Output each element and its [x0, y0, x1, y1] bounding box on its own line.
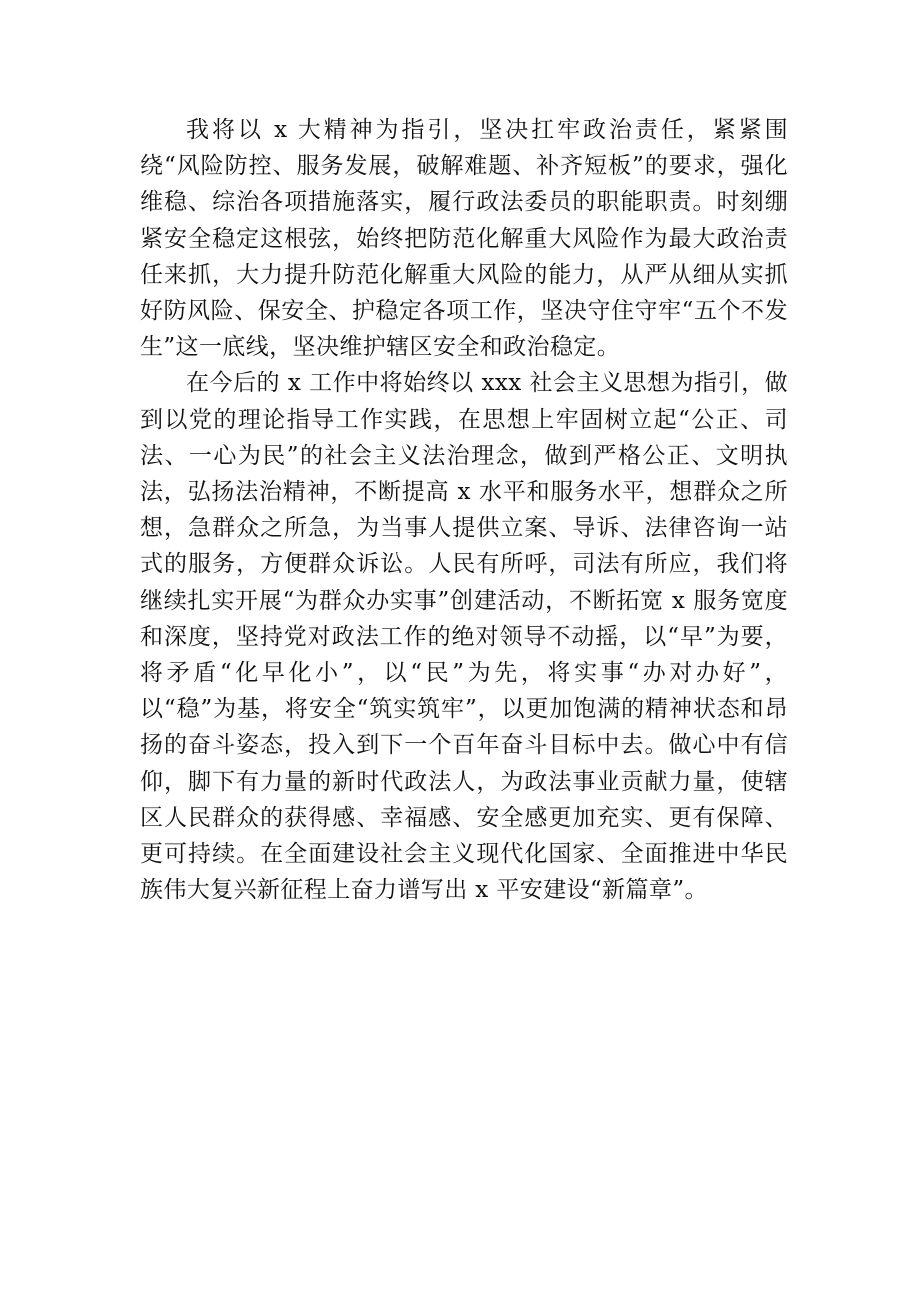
- paragraph-2: 在今后的 x 工作中将始终以 xxx 社会主义思想为指引，做到以党的理论指导工作实践，在思想上牢固树立起“公正、司法、一心为民”的社会主义法治理念，做到严格公正、文明执法，弘扬法治精神，不断提高 x 水平和服务水平，想群众之所想，急群众之所急，为当事人提供立案、导诉、法律咨询一站式的服务，方便群众诉讼。人民有所呼，司法有所应，我们将继续扎实开展“为群众办实事”创建活动，不断拓宽 x 服务宽度和深度，坚持党对政法工作的绝对领导不动摇，以“早”为要，将矛盾“化早化小”，以“民”为先，将实事“办对办好”，以“稳”为基，将安全“筑实筑牢”，以更加饱满的精神状态和昂扬的奋斗姿态，投入到下一个百年奋斗目标中去。做心中有信仰，脚下有力量的新时代政法人，为政法事业贡献力量，使辖区人民群众的获得感、幸福感、安全感更加充实、更有保障、更可持续。在全面建设社会主义现代化国家、全面推进中华民族伟大复兴新征程上奋力谱写出 x 平安建设“新篇章”。: [140, 370, 788, 904]
- document-body: [140, 112, 788, 908]
- paragraph-1: 我将以 x 大精神为指引，坚决扛牢政治责任，紧紧围绕“风险防控、服务发展，破解难题、补齐短板”的要求，强化维稳、综治各项措施落实，履行政法委员的职能职责。时刻绷紧安全稳定这根弦，始终把防范化解重大风险作为最大政治责任来抓，大力提升防范化解重大风险的能力，从严从细从实抓好防风险、保安全、护稳定各项工作，坚决守住守牢“五个不发生”这一底线，坚决维护辖区安全和政治稳定。: [140, 117, 788, 361]
